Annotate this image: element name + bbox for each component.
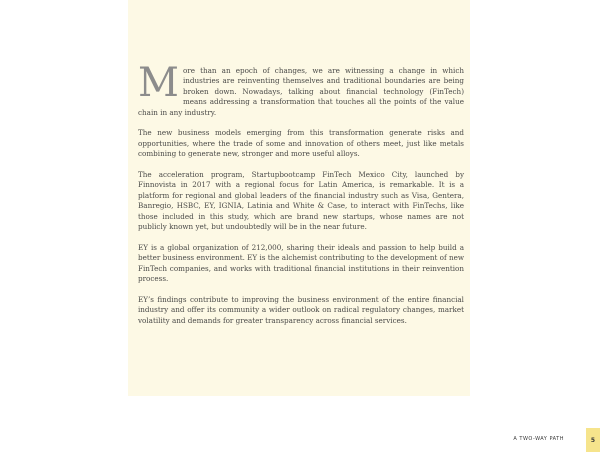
section-label: A TWO-WAY PATH bbox=[513, 436, 564, 442]
paragraph-1 bbox=[138, 60, 464, 118]
paragraph-2: The new business models emerging from this transformation generate risks and opportunities, where the trade of some and innovation of others meet, just like metals combining to generate new, stronger and more useful alloys. bbox=[138, 128, 464, 159]
paragraph-5: EY’s findings contribute to improving the business environment of the entire financial industry and offer its community a wider outlook on radical regulatory changes, market volatility and demands for greater transparency across financial services. bbox=[138, 294, 464, 325]
page-number: 5 bbox=[586, 428, 600, 452]
paragraph-1-text: ore than an epoch of changes, we are witnessing a change in which industries are reinventing themselves and traditional boundaries are being broken down. Nowadays, talking about financial technology (FinTech) means addressing a transformation that touches all the points of the value chain in any industry. bbox=[138, 66, 464, 117]
paragraph-4: EY is a global organization of 212,000, sharing their ideals and passion to help build a better business environment. EY is the alchemist contributing to the development of new FinTech companies, and works with traditional financial institutions in their reinvention process. bbox=[138, 242, 464, 284]
drop-cap: M bbox=[138, 60, 179, 106]
paragraph-3: The acceleration program, Startupbootcamp FinTech Mexico City, launched by Finnovista in 2017 with a regional focus for Latin America, is remarkable. It is a platform for regional and global leaders of the financial industry such as Visa, Gentera, Banregio, HSBC, EY, IGNIA, Latinia and White & Case, to interact with FinTechs, like those included in this study, which are brand new startups, whose names are not publicly known yet, but undoubtedly will be in the near future. bbox=[138, 170, 464, 232]
article-body bbox=[138, 60, 464, 336]
